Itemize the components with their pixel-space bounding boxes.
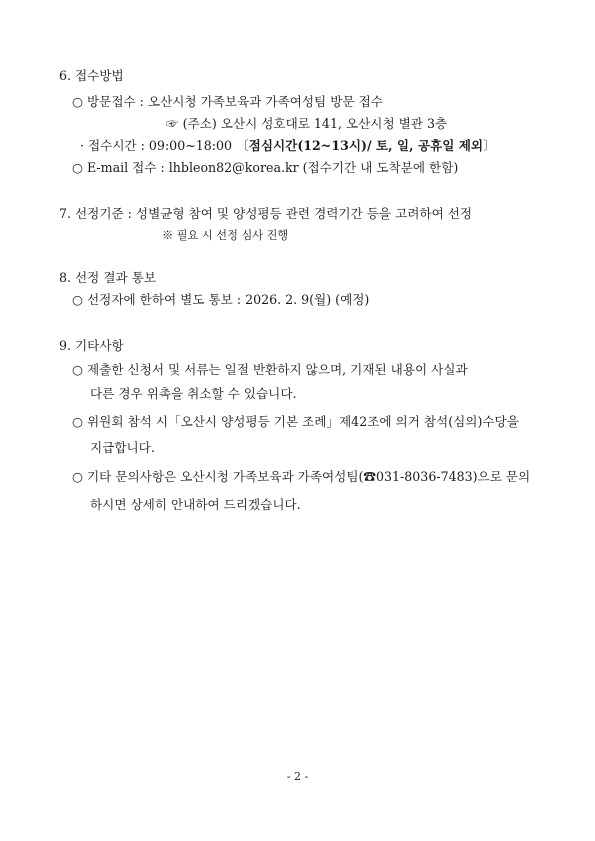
hours-suffix: 〕 bbox=[483, 138, 496, 153]
visit-submission-item: ○ 방문접수 : 오산시청 가족보육과 가족여성팀 방문 접수 bbox=[72, 94, 383, 109]
selection-note: ※ 필요 시 선정 심사 진행 bbox=[162, 229, 289, 242]
page-number: - 2 - bbox=[286, 770, 309, 783]
result-notice-item: ○ 선정자에 한하여 별도 통보 : 2026. 2. 9(월) (예정) bbox=[72, 292, 370, 307]
misc-item-3-line-2: 하시면 상세히 안내하여 드리겠습니다. bbox=[90, 497, 301, 512]
misc-item-2-line-2: 지급합니다. bbox=[90, 440, 155, 455]
hours-prefix: · 접수시간 : 09:00~18:00 〔 bbox=[80, 138, 249, 153]
section-9-heading: 9. 기타사항 bbox=[59, 338, 124, 353]
misc-item-1-line-2: 다른 경우 위촉을 취소할 수 있습니다. bbox=[90, 386, 297, 401]
submission-hours bbox=[80, 138, 496, 154]
misc-item-1-line-1: ○ 제출한 신청서 및 서류는 일절 반환하지 않으며, 기재된 내용이 사실과 bbox=[72, 362, 468, 377]
misc-item-2-line-1: ○ 위원회 참석 시「오산시 양성평등 기본 조례」제42조에 의거 참석(심의)수당을 bbox=[72, 414, 519, 429]
misc-item-3-line-1: ○ 기타 문의사항은 오산시청 가족보육과 가족여성팀(☎031-8036-7483)으로 문의 bbox=[72, 469, 531, 484]
section-8-heading: 8. 선정 결과 통보 bbox=[59, 270, 157, 285]
section-7-heading: 7. 선정기준 : 성별균형 참여 및 양성평등 관련 경력기간 등을 고려하여 선정 bbox=[59, 206, 473, 221]
hours-exclusion: 점심시간(12~13시)/ 토, 일, 공휴일 제외 bbox=[248, 138, 484, 153]
section-6-heading: 6. 접수방법 bbox=[59, 68, 124, 83]
email-submission-item: ○ E-mail 접수 : lhbleon82@korea.kr (접수기간 내 도착분에 한함) bbox=[72, 160, 459, 175]
address-line: ☞ (주소) 오산시 성호대로 141, 오산시청 별관 3층 bbox=[166, 116, 448, 131]
